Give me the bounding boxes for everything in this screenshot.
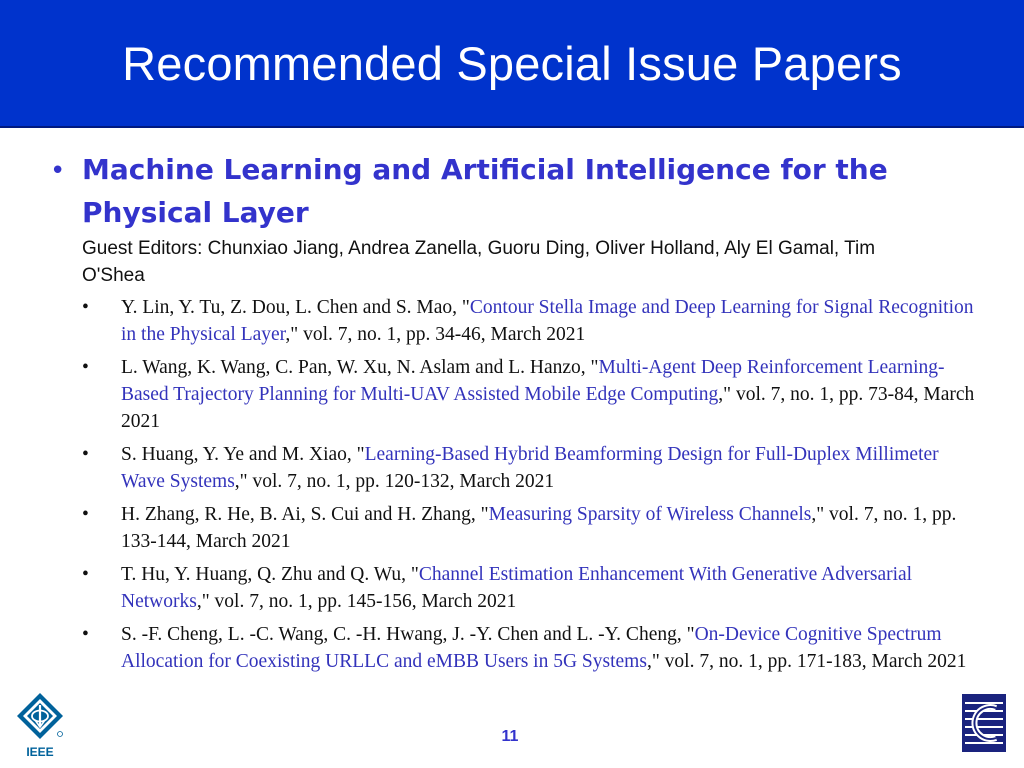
reference-authors: Y. Lin, Y. Tu, Z. Dou, L. Chen and S. Mao, " xyxy=(121,297,470,318)
ieee-logo-icon xyxy=(14,690,66,760)
reference-item xyxy=(82,441,982,495)
reference-authors: H. Zhang, R. He, B. Ai, S. Cui and H. Zhang, " xyxy=(121,504,489,525)
reference-bullet: • xyxy=(82,297,89,318)
reference-bullet: • xyxy=(82,504,89,525)
ieee-logo-graphic xyxy=(14,690,66,760)
paper-title-link[interactable]: Measuring Sparsity of Wireless Channels xyxy=(488,504,812,525)
comsoc-logo-icon xyxy=(962,694,1006,752)
comsoc-logo-graphic xyxy=(962,694,1006,752)
reference-details: ," vol. 7, no. 1, pp. 34-46, March 2021 xyxy=(285,324,586,345)
reference-item xyxy=(82,621,982,675)
paper-title-link[interactable]: Learning-Based Hybrid Beamforming Design for Full-Duplex Millimeter Wave Systems xyxy=(121,444,939,492)
reference-bullet: • xyxy=(82,624,89,645)
reference-details: ," vol. 7, no. 1, pp. 133-144, March 2021 xyxy=(121,504,957,552)
ieee-logo-text: IEEE xyxy=(26,745,54,759)
reference-details: ," vol. 7, no. 1, pp. 73-84, March 2021 xyxy=(121,384,975,432)
reference-bullet: • xyxy=(82,357,89,378)
guest-editors: Guest Editors: Chunxiao Jiang, Andrea Zanella, Guoru Ding, Oliver Holland, Aly El Gamal, Tim O'Shea xyxy=(82,238,876,286)
reference-authors: S. Huang, Y. Ye and M. Xiao, " xyxy=(121,444,365,465)
reference-item xyxy=(82,354,982,435)
reference-list xyxy=(82,294,982,681)
paper-title-link[interactable]: Contour Stella Image and Deep Learning for Signal Recognition in the Physical Layer xyxy=(121,297,974,345)
reference-bullet: • xyxy=(82,564,89,585)
reference-item xyxy=(82,294,982,348)
page-number: 11 xyxy=(501,728,519,745)
reference-authors: T. Hu, Y. Huang, Q. Zhu and Q. Wu, " xyxy=(121,564,419,585)
paper-title-link[interactable]: On-Device Cognitive Spectrum Allocation for Coexisting URLLC and eMBB Users in 5G Systems xyxy=(121,624,942,672)
reference-item xyxy=(82,501,982,555)
reference-bullet: • xyxy=(82,444,89,465)
reference-details: ," vol. 7, no. 1, pp. 120-132, March 2021 xyxy=(234,471,555,492)
paper-title-link[interactable]: Channel Estimation Enhancement With Generative Adversarial Networks xyxy=(121,564,913,612)
reference-authors: S. -F. Cheng, L. -C. Wang, C. -H. Hwang, J. -Y. Chen and L. -Y. Cheng, " xyxy=(121,624,695,645)
reference-details: ," vol. 7, no. 1, pp. 145-156, March 2021 xyxy=(196,591,517,612)
reference-authors: L. Wang, K. Wang, C. Pan, W. Xu, N. Aslam and L. Hanzo, " xyxy=(121,357,599,378)
section-bullet: • xyxy=(50,156,66,186)
slide-header xyxy=(0,0,1024,128)
section-title: Machine Learning and Artificial Intelligence for the Physical Layer xyxy=(82,153,888,229)
paper-title-link[interactable]: Multi-Agent Deep Reinforcement Learning-Based Trajectory Planning for Multi-UAV Assisted Mobile Edge Computing xyxy=(121,357,945,405)
slide-title: Recommended Special Issue Papers xyxy=(122,37,902,90)
reference-details: ," vol. 7, no. 1, pp. 171-183, March 2021 xyxy=(646,651,967,672)
reference-item xyxy=(82,561,982,615)
